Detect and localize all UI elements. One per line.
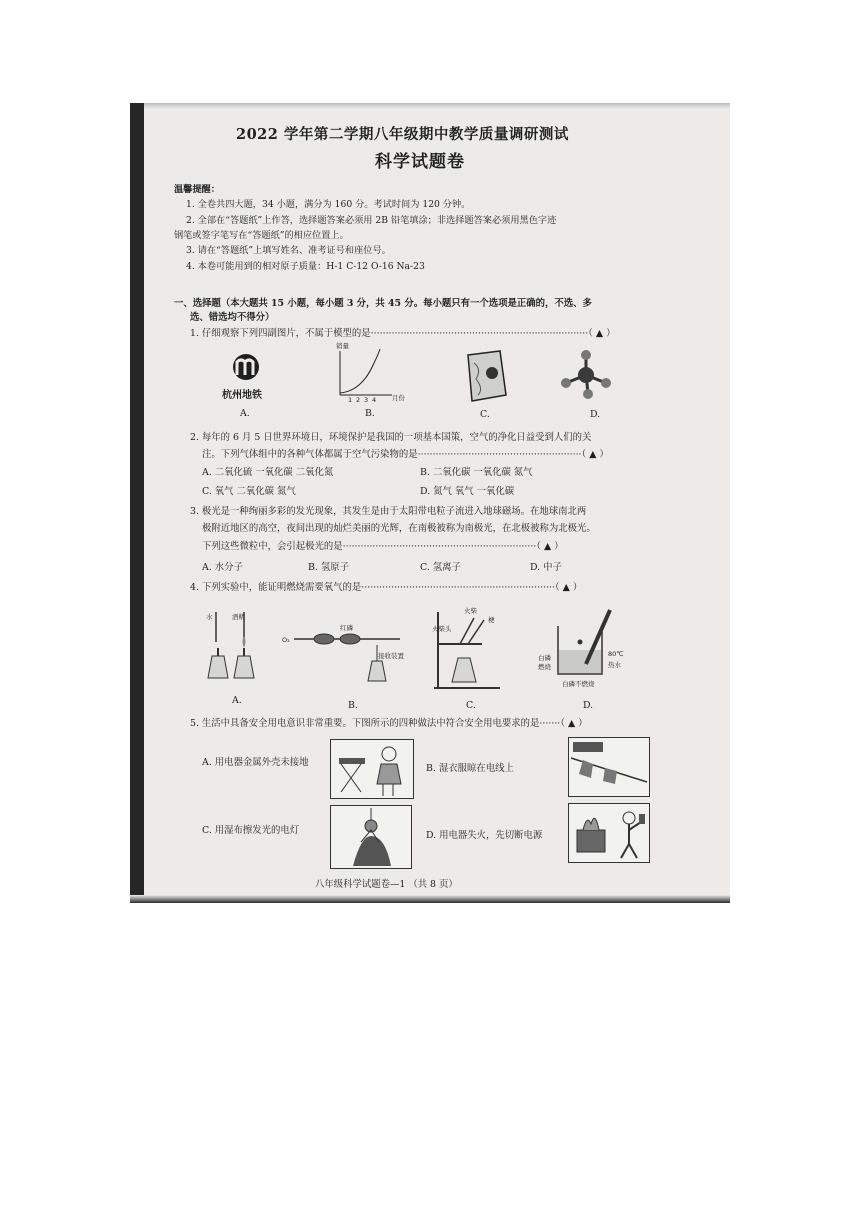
q5-option-c: C. 用湿布擦发光的电灯 xyxy=(202,825,300,836)
ungrounded-appliance-icon xyxy=(331,740,413,798)
exam-title: 2022 学年第二学期八年级期中教学质量调研测试 xyxy=(236,126,569,143)
label-match-head: 火柴头 xyxy=(432,625,452,633)
exam-photo xyxy=(130,103,730,903)
cut-power-fire-icon xyxy=(569,804,649,862)
q5-stem: 5. 生活中具备安全用电意识非常重要。下图所示的四种做法中符合安全用电要求的是·······（ ▲ ） xyxy=(190,718,588,729)
graph-y-label: 销量 xyxy=(336,342,349,350)
q2-option-c: C. 氧气 二氧化碳 氮气 xyxy=(202,486,296,497)
q2-option-b: B. 二氧化碳 一氧化碳 氮气 xyxy=(420,467,533,478)
q5-image-c xyxy=(330,805,412,869)
graph-tick: 1 xyxy=(348,396,353,404)
q4-stem: 4. 下列实验中，能证明燃烧需要氧气的是·································································（ ▲ ） xyxy=(190,582,583,593)
label-alcohol: 酒精 xyxy=(232,613,245,621)
q5-image-a xyxy=(330,739,414,799)
q3-line: 下列这些微粒中，会引起极光的是·································································（ ▲ ） xyxy=(202,541,564,552)
molecule-model-icon xyxy=(556,349,616,405)
q1-label-a: A. xyxy=(240,408,250,419)
q5-image-d xyxy=(568,803,650,863)
q4-label-a: A. xyxy=(232,695,242,706)
q1-stem: 1. 仔细观察下列四副图片，不属于模型的是·········································································（ ▲ ） xyxy=(190,328,616,339)
q4-label-d: D. xyxy=(583,700,594,711)
q2-option-d: D. 氮气 氧气 一氧化碳 xyxy=(420,486,515,497)
notice-item: 4. 本卷可能用到的相对原子质量：H-1 C-12 O-16 Na-23 xyxy=(186,261,425,272)
q4-label-b: B. xyxy=(348,700,358,711)
beaker-apparatus-icon xyxy=(550,606,630,686)
notice-item: 2. 全部在“答题纸”上作答，选择题答案必须用 2B 铅笔填涂；非选择题答案必须用黑色字迹 xyxy=(186,215,557,226)
q5-option-b: B. 湿衣服晾在电线上 xyxy=(426,763,514,774)
q1-label-c: C. xyxy=(480,409,490,420)
q2-line: 注。下列气体组中的各种气体都属于空气污染物的是·······················································（ ▲ ） xyxy=(202,449,609,460)
label-match: 火柴 xyxy=(464,607,477,615)
stand-apparatus-icon xyxy=(430,608,510,694)
cell-model-icon xyxy=(462,349,512,405)
label-red-phosphorus: 红磷 xyxy=(340,624,353,632)
label-match-stem: 梗 xyxy=(488,616,495,624)
q3-option-b: B. 氢原子 xyxy=(308,562,349,573)
label-no-burn: 白磷不燃烧 xyxy=(562,680,595,688)
graph-tick: 4 xyxy=(372,396,377,404)
label-o2: O₂ xyxy=(282,636,290,644)
label-absorber: 接收装置 xyxy=(378,652,404,660)
graph-tick: 3 xyxy=(364,396,369,404)
exam-subtitle: 科学试题卷 xyxy=(375,152,465,172)
graph-tick: 2 xyxy=(356,396,361,404)
q5-image-b xyxy=(568,737,650,797)
q5-option-d: D. 用电器失火，先切断电源 xyxy=(426,830,543,841)
q5-option-a: A. 用电器金属外壳未接地 xyxy=(202,757,309,768)
notice-item: 3. 请在“答题纸”上填写姓名、准考证号和座位号。 xyxy=(186,245,391,256)
metro-logo-text: 杭州地铁 xyxy=(222,390,262,401)
graph-x-label: 月份 xyxy=(392,394,405,402)
label-water: 水 xyxy=(206,613,213,621)
q3-option-d: D. 中子 xyxy=(530,562,562,573)
q2-option-a: A. 二氧化硫 一氧化碳 二氧化氮 xyxy=(202,467,334,478)
photo-shadow-top xyxy=(130,103,730,109)
notice-item: 钢笔或签字笔写在“答题纸”的相应位置上。 xyxy=(174,230,349,241)
label-hot-water: 热水 xyxy=(608,661,621,669)
notice-item: 1. 全卷共四大题，34 小题，满分为 160 分。考试时间为 120 分钟。 xyxy=(186,199,471,210)
section-heading-cont: 选、错选均不得分） xyxy=(190,312,275,323)
q1-label-d: D. xyxy=(590,409,601,420)
q3-option-c: C. 氢离子 xyxy=(420,562,461,573)
label-80c: 80℃ xyxy=(608,650,624,658)
q4-label-c: C. xyxy=(466,700,476,711)
q3-line: 3. 极光是一种绚丽多彩的发光现象，其发生是由于太阳带电粒子流进入地球磁场。在地球南北两 xyxy=(190,506,587,517)
q3-option-a: A. 水分子 xyxy=(202,562,243,573)
q2-line: 2. 每年的 6 月 5 日世界环境日，环境保护是我国的一项基本国策，空气的净化日益受到人们的关 xyxy=(190,432,592,443)
q3-line: 极附近地区的高空，夜间出现的灿烂美丽的光辉，在南极被称为南极光，在北极被称为北极光。 xyxy=(202,523,596,534)
page-footer: 八年级科学试题卷—1 （共 8 页） xyxy=(315,879,458,890)
q1-label-b: B. xyxy=(365,408,375,419)
label-white-phosphorus: 白磷 xyxy=(538,654,551,662)
wet-cloth-lamp-icon xyxy=(331,806,411,868)
notice-heading: 温馨提醒： xyxy=(174,184,220,195)
photo-shadow-left xyxy=(130,103,144,903)
section-heading: 一、选择题（本大题共 15 小题，每小题 3 分，共 45 分。每小题只有一个选项是正确的，不选、多 xyxy=(174,298,592,309)
wet-clothes-wire-icon xyxy=(569,738,649,796)
label-burning: 燃烧 xyxy=(538,663,551,671)
photo-shadow-bottom xyxy=(130,895,730,903)
